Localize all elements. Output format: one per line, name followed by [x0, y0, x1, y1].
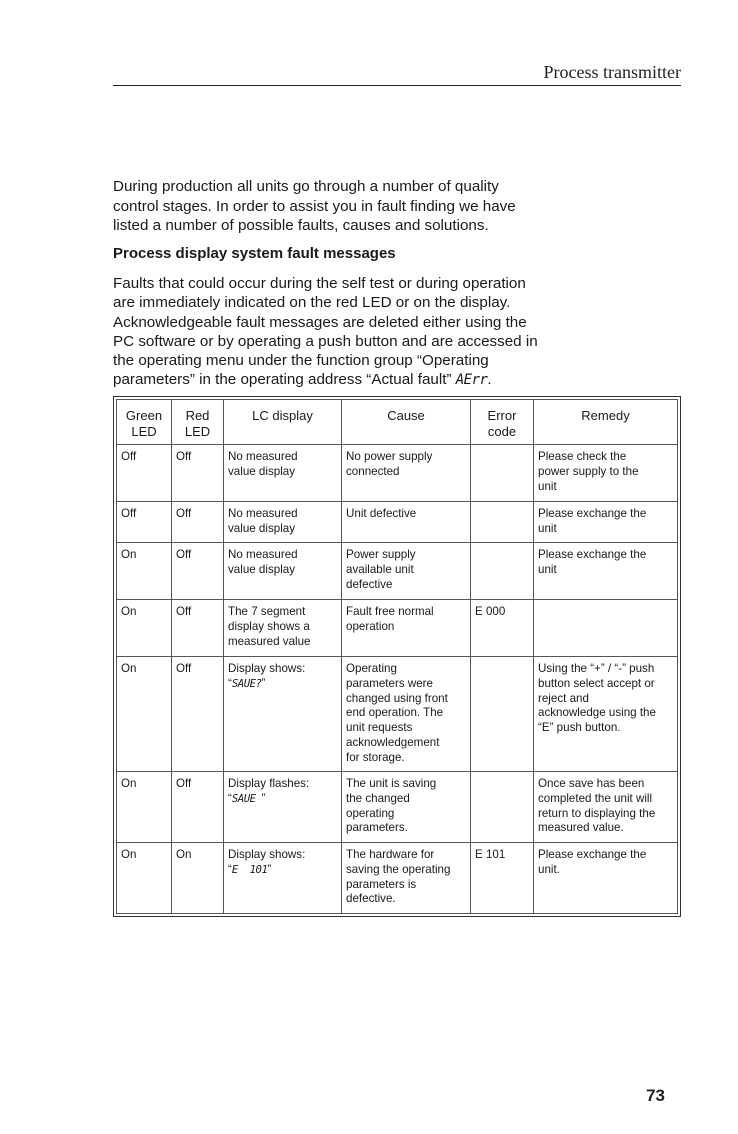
intro-line: control stages. In order to assist you in fault finding we have [113, 197, 516, 215]
intro-line: listed a number of possible faults, causes and solutions. [113, 217, 489, 234]
cell-red: Off [172, 445, 224, 502]
fault-message-table [116, 399, 678, 914]
table-row [117, 600, 678, 657]
fault-table-frame [113, 396, 681, 917]
lcd-segment-code: E 101 [231, 862, 268, 876]
cell-error [471, 502, 534, 543]
cell-cause: Fault free normal operation [342, 600, 471, 657]
page-header-title: Process transmitter [543, 62, 681, 82]
cell-red: Off [172, 657, 224, 772]
table-row [117, 543, 678, 600]
cell-remedy [534, 600, 678, 657]
cell-cause: The unit is saving the changed operating parameters. [342, 772, 471, 843]
cell-lcd: Display shows: “SAUE?” [224, 657, 342, 772]
cell-lcd: Display shows: “E 101” [224, 843, 342, 914]
cell-lcd: No measured value display [224, 445, 342, 502]
section-line: PC software or by operating a push button and are accessed in [113, 332, 538, 350]
cell-cause: Power supply available unit defective [342, 543, 471, 600]
cell-green: Off [117, 445, 172, 502]
section-line: are immediately indicated on the red LED or on the display. [113, 294, 511, 312]
intro-line: During production all units go through a number of quality [113, 178, 499, 195]
cell-remedy: Please check the power supply to the unit [534, 445, 678, 502]
header-rule [113, 85, 681, 86]
cell-remedy: Please exchange the unit [534, 543, 678, 600]
page-number: 73 [646, 1086, 665, 1105]
header-lc-display: LC display [224, 400, 342, 445]
header-green-led: Green LED [117, 400, 172, 445]
cell-red: On [172, 843, 224, 914]
section-paragraph [113, 274, 568, 391]
cell-green: On [117, 543, 172, 600]
section-line: Faults that could occur during the self test or during operation [113, 275, 526, 292]
lcd-segment-code: SAUE [231, 791, 262, 805]
cell-remedy: Using the “+” / “-” push button select accept or reject and acknowledge using the “E” push button. [534, 657, 678, 772]
cell-error [471, 657, 534, 772]
header-cause: Cause [342, 400, 471, 445]
section-heading: Process display system fault messages [113, 245, 396, 262]
cell-cause: Operating parameters were changed using front end operation. The unit requests acknowledgement for storage. [342, 657, 471, 772]
section-line: the operating menu under the function group “Operating [113, 352, 489, 370]
cell-green: On [117, 772, 172, 843]
table-row [117, 843, 678, 914]
cell-red: Off [172, 543, 224, 600]
cell-cause: Unit defective [342, 502, 471, 543]
cell-cause: The hardware for saving the operating parameters is defective. [342, 843, 471, 914]
cell-remedy: Please exchange the unit [534, 502, 678, 543]
cell-remedy: Please exchange the unit. [534, 843, 678, 914]
cell-remedy: Once save has been completed the unit will return to displaying the measured value. [534, 772, 678, 843]
table-header-row [117, 400, 678, 445]
cell-error [471, 772, 534, 843]
cell-lcd: Display flashes: “SAUE ” [224, 772, 342, 843]
actual-fault-code: AErr [455, 372, 488, 389]
lcd-segment-code: SAUE? [231, 676, 262, 690]
cell-red: Off [172, 772, 224, 843]
section-line-suffix: . [487, 371, 492, 389]
header-remedy: Remedy [534, 400, 678, 445]
cell-lcd: The 7 segment display shows a measured value [224, 600, 342, 657]
section-line: Acknowledgeable fault messages are deleted either using the [113, 313, 527, 331]
table-row [117, 502, 678, 543]
cell-error: E 101 [471, 843, 534, 914]
cell-red: Off [172, 600, 224, 657]
cell-cause: No power supply connected [342, 445, 471, 502]
cell-error: E 000 [471, 600, 534, 657]
header-red-led: Red LED [172, 400, 224, 445]
cell-green: On [117, 843, 172, 914]
cell-green: Off [117, 502, 172, 543]
table-row [117, 772, 678, 843]
cell-lcd: No measured value display [224, 543, 342, 600]
table-row [117, 657, 678, 772]
table-row [117, 445, 678, 502]
cell-error [471, 445, 534, 502]
intro-paragraph [113, 177, 563, 236]
cell-green: On [117, 657, 172, 772]
header-error-code: Error code [471, 400, 534, 445]
section-line: parameters” in the operating address “Actual fault” [113, 371, 452, 389]
cell-lcd: No measured value display [224, 502, 342, 543]
cell-green: On [117, 600, 172, 657]
cell-error [471, 543, 534, 600]
cell-red: Off [172, 502, 224, 543]
